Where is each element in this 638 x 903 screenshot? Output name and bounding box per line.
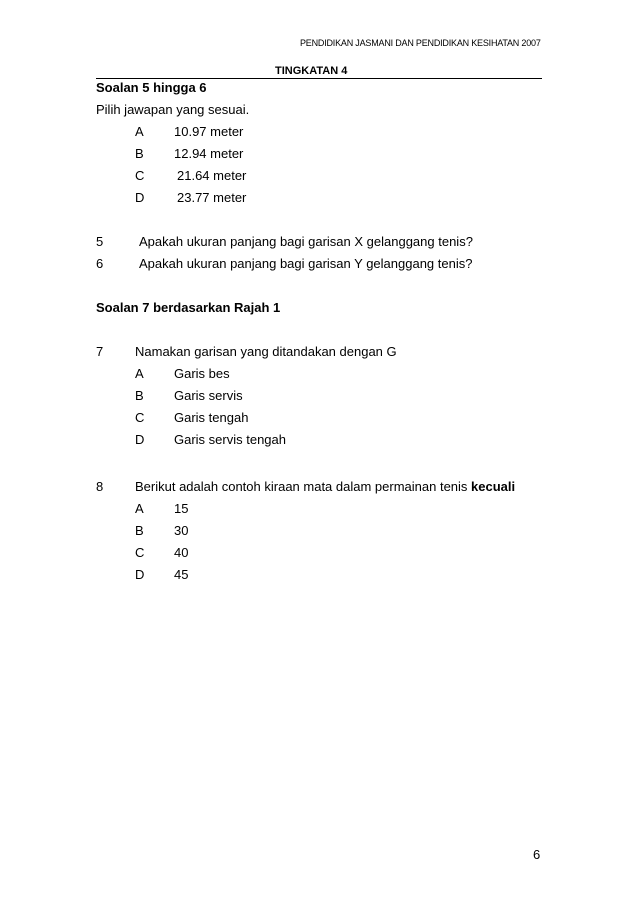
option-letter: C — [135, 168, 145, 183]
option-letter: A — [135, 366, 144, 381]
page-number: 6 — [533, 847, 541, 862]
option-letter: C — [135, 545, 145, 560]
instruction-text: Pilih jawapan yang sesuai. — [96, 102, 250, 117]
option-letter: B — [135, 146, 144, 161]
section-heading-5-6: Soalan 5 hingga 6 — [96, 80, 207, 95]
question-emphasis: kecuali — [471, 479, 516, 494]
option-letter: D — [135, 190, 145, 205]
option-letter: D — [135, 567, 145, 582]
question-text: Apakah ukuran panjang bagi garisan X gelanggang tenis? — [139, 234, 473, 249]
option-text: 45 — [174, 567, 189, 582]
question-number: 7 — [96, 344, 104, 359]
option-text: Garis servis tengah — [174, 432, 286, 447]
option-letter: C — [135, 410, 145, 425]
option-text: 15 — [174, 501, 189, 516]
document-header-subject: PENDIDIKAN JASMANI DAN PENDIDIKAN KESIHATAN 2007 — [300, 38, 541, 48]
question-text: Apakah ukuran panjang bagi garisan Y gelanggang tenis? — [139, 256, 473, 271]
section-heading-7: Soalan 7 berdasarkan Rajah 1 — [96, 300, 281, 315]
option-text: 10.97 meter — [174, 124, 244, 139]
option-letter: A — [135, 501, 144, 516]
option-letter: B — [135, 388, 144, 403]
option-letter: D — [135, 432, 145, 447]
option-text: 30 — [174, 523, 189, 538]
document-header-level: TINGKATAN 4 — [275, 65, 348, 77]
question-text: Namakan garisan yang ditandakan dengan G — [135, 344, 397, 359]
option-text: Garis servis — [174, 388, 243, 403]
question-number: 6 — [96, 256, 104, 271]
option-letter: B — [135, 523, 144, 538]
option-text: Garis bes — [174, 366, 230, 381]
option-text: 23.77 meter — [177, 190, 247, 205]
option-text: Garis tengah — [174, 410, 249, 425]
option-text: 21.64 meter — [177, 168, 247, 183]
question-number: 8 — [96, 479, 104, 494]
question-number: 5 — [96, 234, 104, 249]
option-letter: A — [135, 124, 144, 139]
option-text: 12.94 meter — [174, 146, 244, 161]
question-text: Berikut adalah contoh kiraan mata dalam permainan tenis — [135, 479, 468, 494]
header-divider — [96, 78, 542, 79]
question-8-text — [135, 479, 515, 494]
option-text: 40 — [174, 545, 189, 560]
